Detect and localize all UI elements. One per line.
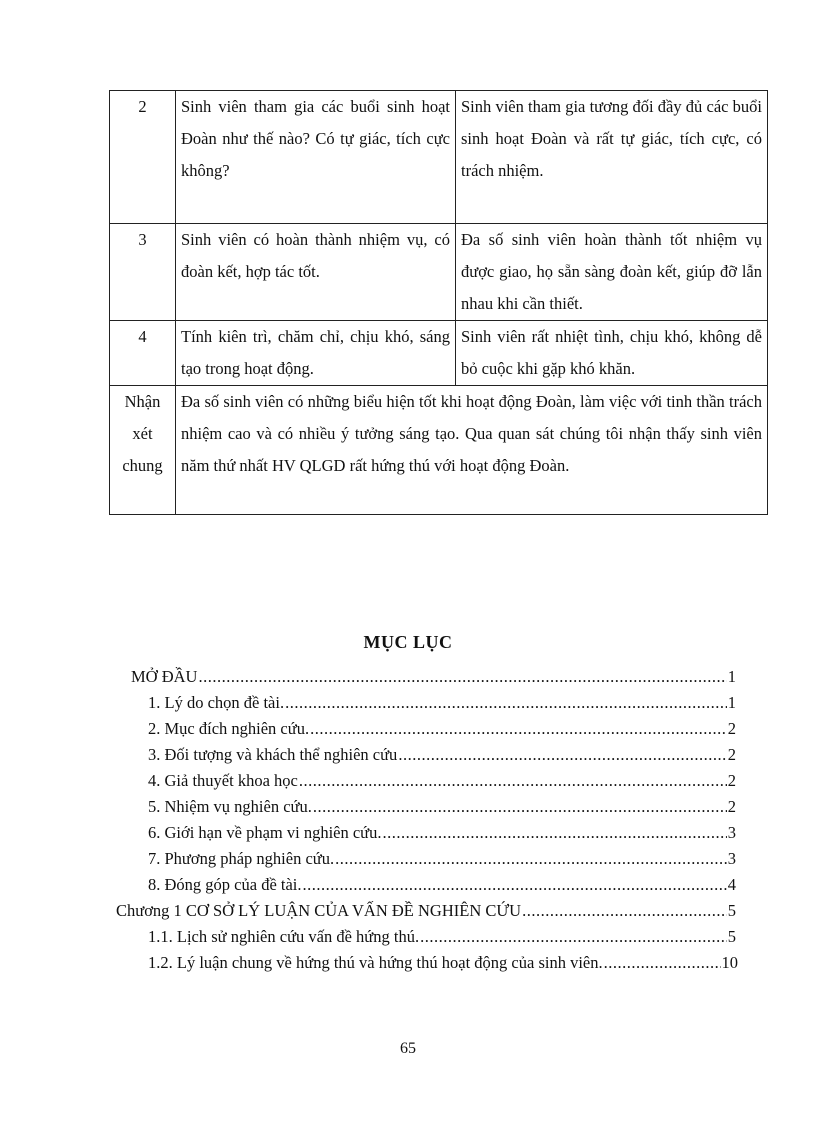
row-question: Sinh viên có hoàn thành nhiệm vụ, có đoàn kết, hợp tác tốt. — [176, 224, 456, 321]
toc-entry-page: 1 — [727, 667, 736, 686]
toc-entry[interactable] — [148, 690, 736, 716]
summary-row — [110, 386, 768, 515]
toc-entry-text: 6. Giới hạn về phạm vi nghiên cứu. — [148, 823, 382, 842]
toc-entry-page: 2 — [727, 797, 736, 816]
toc-entry-text: 7. Phương pháp nghiên cứu. — [148, 849, 335, 868]
toc-entry-page: 2 — [727, 745, 736, 764]
row-number: 2 — [110, 91, 176, 224]
toc-leader — [522, 898, 727, 924]
row-number: 4 — [110, 321, 176, 386]
summary-label-line: chung — [122, 456, 163, 475]
toc-entry-text: 1. Lý do chọn đề tài. — [148, 693, 285, 712]
toc-entry-text: 1.1. Lịch sử nghiên cứu vấn đề hứng thú. — [148, 927, 420, 946]
toc-leader — [313, 794, 727, 820]
toc-title: MỤC LỤC — [363, 632, 453, 652]
toc-entry[interactable] — [148, 768, 736, 794]
toc-entry-text: 3. Đối tượng và khách thể nghiên cứu — [148, 745, 398, 764]
row-answer: Sinh viên rất nhiệt tình, chịu khó, không dễ bỏ cuộc khi gặp khó khăn. — [456, 321, 768, 386]
toc-entry-page: 4 — [727, 875, 736, 894]
evaluation-table — [109, 90, 768, 515]
toc-entry-text: 4. Giả thuyết khoa học — [148, 771, 298, 790]
toc-leader — [604, 950, 721, 976]
row-answer: Sinh viên tham gia tương đối đầy đủ các buổi sinh hoạt Đoàn và rất tự giác, tích cực, có trách nhiệm. — [456, 91, 768, 224]
toc-entry-text: 8. Đóng góp của đề tài. — [148, 875, 302, 894]
toc-entry-page: 2 — [727, 719, 736, 738]
summary-label-line: xét — [132, 424, 153, 443]
toc-entry-page: 1 — [727, 693, 736, 712]
toc-leader — [198, 664, 726, 690]
toc-entry[interactable] — [148, 872, 736, 898]
toc-entry-page: 3 — [727, 849, 736, 868]
toc-entry-page: 10 — [721, 953, 738, 972]
toc-entry-text: 1.2. Lý luận chung về hứng thú và hứng thú hoạt động của sinh viên. — [148, 953, 603, 972]
toc-leader — [383, 820, 727, 846]
toc-leader — [310, 716, 727, 742]
toc-entry[interactable] — [148, 924, 736, 950]
toc-entry[interactable] — [148, 950, 738, 976]
toc-entry[interactable] — [131, 664, 736, 690]
toc-entry-text: MỞ ĐẦU — [131, 667, 198, 686]
toc-leader — [285, 690, 727, 716]
toc-entry-page: 2 — [727, 771, 736, 790]
table-row — [110, 91, 768, 224]
toc-entry[interactable] — [116, 898, 736, 924]
row-question: Sinh viên tham gia các buổi sinh hoạt Đoàn như thế nào? Có tự giác, tích cực không? — [176, 91, 456, 224]
row-answer: Đa số sinh viên hoàn thành tốt nhiệm vụ được giao, họ sẵn sàng đoàn kết, giúp đỡ lẫn nhau khi cần thiết. — [456, 224, 768, 321]
page-number: 65 — [400, 1040, 416, 1057]
row-number: 3 — [110, 224, 176, 321]
toc-entry-page: 3 — [727, 823, 736, 842]
summary-label — [110, 386, 176, 515]
toc-entry[interactable] — [148, 820, 736, 846]
toc-leader — [420, 924, 727, 950]
toc-leader — [398, 742, 726, 768]
toc-entry[interactable] — [148, 742, 736, 768]
toc-leader — [303, 872, 727, 898]
toc-leader — [335, 846, 727, 872]
summary-label-line: Nhận — [124, 392, 161, 411]
toc-entry[interactable] — [148, 846, 736, 872]
table-row — [110, 224, 768, 321]
summary-text: Đa số sinh viên có những biểu hiện tốt khi hoạt động Đoàn, làm việc với tinh thần trách nhiệm cao và có nhiều ý tưởng sáng tạo. Qua quan sát chúng tôi nhận thấy sinh viên năm thứ nhất HV QLGD rất hứng thú với hoạt động Đoàn. — [176, 386, 768, 515]
toc-entry-text: 2. Mục đích nghiên cứu. — [148, 719, 310, 738]
toc-entry-text: Chương 1 CƠ SỞ LÝ LUẬN CỦA VẤN ĐỀ NGHIÊN CỨU — [116, 901, 522, 920]
toc-entry-page: 5 — [727, 901, 736, 920]
table-row — [110, 321, 768, 386]
toc-entry-page: 5 — [727, 927, 736, 946]
toc-entry[interactable] — [148, 716, 736, 742]
toc-entry[interactable] — [148, 794, 736, 820]
toc-leader — [299, 768, 727, 794]
row-question: Tính kiên trì, chăm chỉ, chịu khó, sáng tạo trong hoạt động. — [176, 321, 456, 386]
toc-entry-text: 5. Nhiệm vụ nghiên cứu. — [148, 797, 312, 816]
